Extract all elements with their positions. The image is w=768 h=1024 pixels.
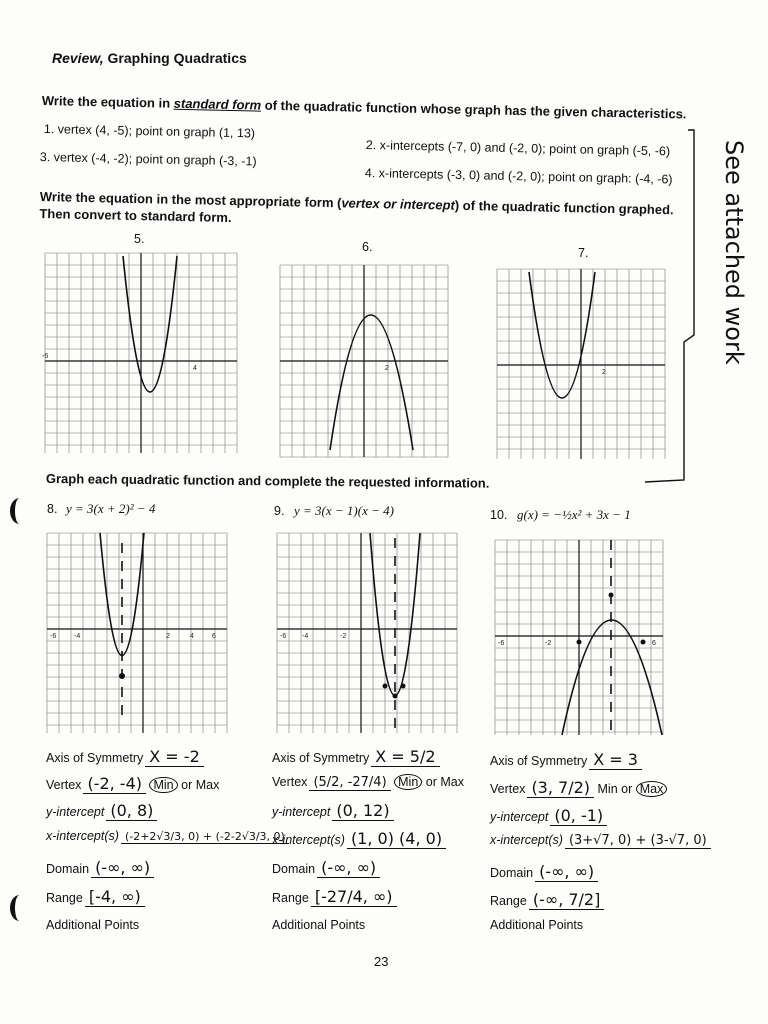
domain-8-answer[interactable]: (-∞, ∞) (91, 858, 154, 878)
xint-10-answer[interactable]: (3+√7, 0) + (3-√7, 0) (565, 833, 711, 849)
parabola-6 (330, 315, 413, 450)
xint-8-answer[interactable]: (-2+2√3/3, 0) + (-2-2√3/3, 0) (121, 830, 289, 844)
binder-hole-mark (10, 895, 29, 921)
vertex-8-answer[interactable]: (-2, -4) (83, 774, 146, 794)
problem-10-equation: g(x) = −½x² + 3x − 1 (517, 507, 631, 522)
vertex-8: Vertex (-2, -4) Min or Max (46, 774, 220, 793)
min-8-circled: Min (149, 777, 177, 793)
page-title (52, 50, 247, 66)
svg-text:-2: -2 (545, 640, 552, 647)
graph-5-number: 5. (134, 232, 145, 246)
svg-text:-6: -6 (280, 633, 287, 640)
axis-9: Axis of Symmetry X = 5/2 (272, 747, 440, 767)
max-10-circled: Max (636, 781, 668, 797)
yint-8-answer[interactable]: (0, 8) (106, 801, 157, 821)
section3-heading: Graph each quadratic function and complete the requested information. (45, 470, 490, 491)
range-8: Range [-4, ∞) (46, 887, 145, 907)
additional-10: Additional Points (490, 918, 584, 932)
svg-text:6: 6 (212, 633, 216, 640)
parabola-5 (123, 256, 177, 392)
standard-form-text: standard form (173, 95, 262, 113)
graph-9 (272, 528, 472, 738)
graph-7-number: 7. (578, 246, 589, 260)
svg-text:2: 2 (166, 633, 170, 640)
svg-text:4: 4 (190, 633, 194, 640)
problem-9-equation: y = 3(x − 1)(x − 4) (294, 503, 394, 518)
graph-8 (42, 528, 242, 738)
graph-10 (490, 535, 690, 740)
range-10: Range (-∞, 7/2] (490, 890, 604, 910)
section2-heading: Write the equation in the most appropriate form (vertex or intercept) of the quadratic function graphed. Then convert to standard form. (39, 188, 674, 226)
yint-8: y-intercept (0, 8) (46, 801, 157, 821)
xint-8: x-intercept(s) (-2+2√3/3, 0) + (-2-2√3/3, 0) (46, 829, 289, 844)
additional-9: Additional Points (272, 918, 366, 932)
svg-text:2: 2 (602, 369, 606, 376)
problem-2: 2. x-intercepts (-7, 0) and (-2, 0); point on graph (-5, -6) (365, 138, 671, 159)
xint-9-answer[interactable]: (1, 0) (4, 0) (347, 829, 446, 849)
title-rest: Graphing Quadratics (103, 50, 247, 66)
additional-8: Additional Points (46, 918, 140, 932)
range-10-answer[interactable]: (-∞, 7/2] (529, 890, 605, 910)
yint-9-answer[interactable]: (0, 12) (332, 801, 393, 821)
range-9: Range [-27/4, ∞) (272, 887, 397, 907)
side-note: See attached work (720, 140, 748, 365)
problem-10-number: 10. (490, 508, 508, 522)
graph-6-number: 6. (362, 240, 373, 254)
domain-10: Domain (-∞, ∞) (490, 862, 598, 882)
vertex-10-answer[interactable]: (3, 7/2) (527, 778, 594, 798)
graph-7 (492, 264, 692, 464)
range-9-answer[interactable]: [-27/4, ∞) (311, 887, 397, 907)
axis-10: Axis of Symmetry X = 3 (490, 750, 642, 770)
svg-text:-6: -6 (50, 633, 57, 640)
section1-heading: Write the equation in standard form of the quadratic function whose graph has the given characteristics. (41, 92, 687, 122)
problem-9-number: 9. (274, 504, 285, 518)
parabola-7 (529, 272, 595, 398)
problem-8-number: 8. (47, 502, 58, 516)
graph-5 (40, 248, 240, 458)
parabola-10 (562, 620, 662, 735)
min-9-circled: Min (394, 774, 422, 790)
title-italic: Review, (52, 50, 104, 66)
problem-1: 1. vertex (4, -5); point on graph (1, 13) (43, 122, 256, 141)
domain-9-answer[interactable]: (-∞, ∞) (317, 858, 380, 878)
axis-8: Axis of Symmetry X = -2 (46, 747, 204, 767)
page-number: 23 (374, 954, 389, 969)
problem-8-equation: y = 3(x + 2)² − 4 (66, 501, 156, 516)
svg-text:-4: -4 (74, 633, 81, 640)
graph-6 (275, 260, 475, 460)
vertex-9-answer[interactable]: (5/2, -27/4) (309, 775, 390, 791)
svg-text:6: 6 (652, 640, 656, 647)
domain-9: Domain (-∞, ∞) (272, 858, 380, 878)
svg-text:4: 4 (193, 365, 197, 372)
yint-10: y-intercept (0, -1) (490, 806, 607, 826)
problem-4: 4. x-intercepts (-3, 0) and (-2, 0); point on graph: (-4, -6) (364, 166, 673, 187)
vertex-9: Vertex (5/2, -27/4) Min or Max (272, 775, 464, 790)
svg-text:-2: -2 (340, 633, 347, 640)
domain-8: Domain (-∞, ∞) (46, 858, 154, 878)
yint-9: y-intercept (0, 12) (272, 801, 394, 821)
range-8-answer[interactable]: [-4, ∞) (85, 887, 145, 907)
svg-text:-4: -4 (302, 633, 309, 640)
vertex-10: Vertex (3, 7/2) Min or Max (490, 778, 667, 798)
xint-9: x-intercept(s) (1, 0) (4, 0) (272, 829, 446, 849)
domain-10-answer[interactable]: (-∞, ∞) (535, 862, 598, 882)
xint-10: x-intercept(s) (3+√7, 0) + (3-√7, 0) (490, 833, 711, 849)
yint-10-answer[interactable]: (0, -1) (550, 806, 607, 826)
axis-10-answer[interactable]: X = 3 (589, 750, 642, 770)
svg-text:2: 2 (385, 365, 389, 372)
svg-text:-6: -6 (42, 353, 49, 360)
axis-9-answer[interactable]: X = 5/2 (371, 747, 439, 767)
binder-hole-mark (10, 498, 29, 524)
axis-8-answer[interactable]: X = -2 (145, 747, 204, 767)
svg-text:-6: -6 (498, 640, 505, 647)
problem-3: 3. vertex (-4, -2); point on graph (-3, -1) (39, 150, 257, 169)
